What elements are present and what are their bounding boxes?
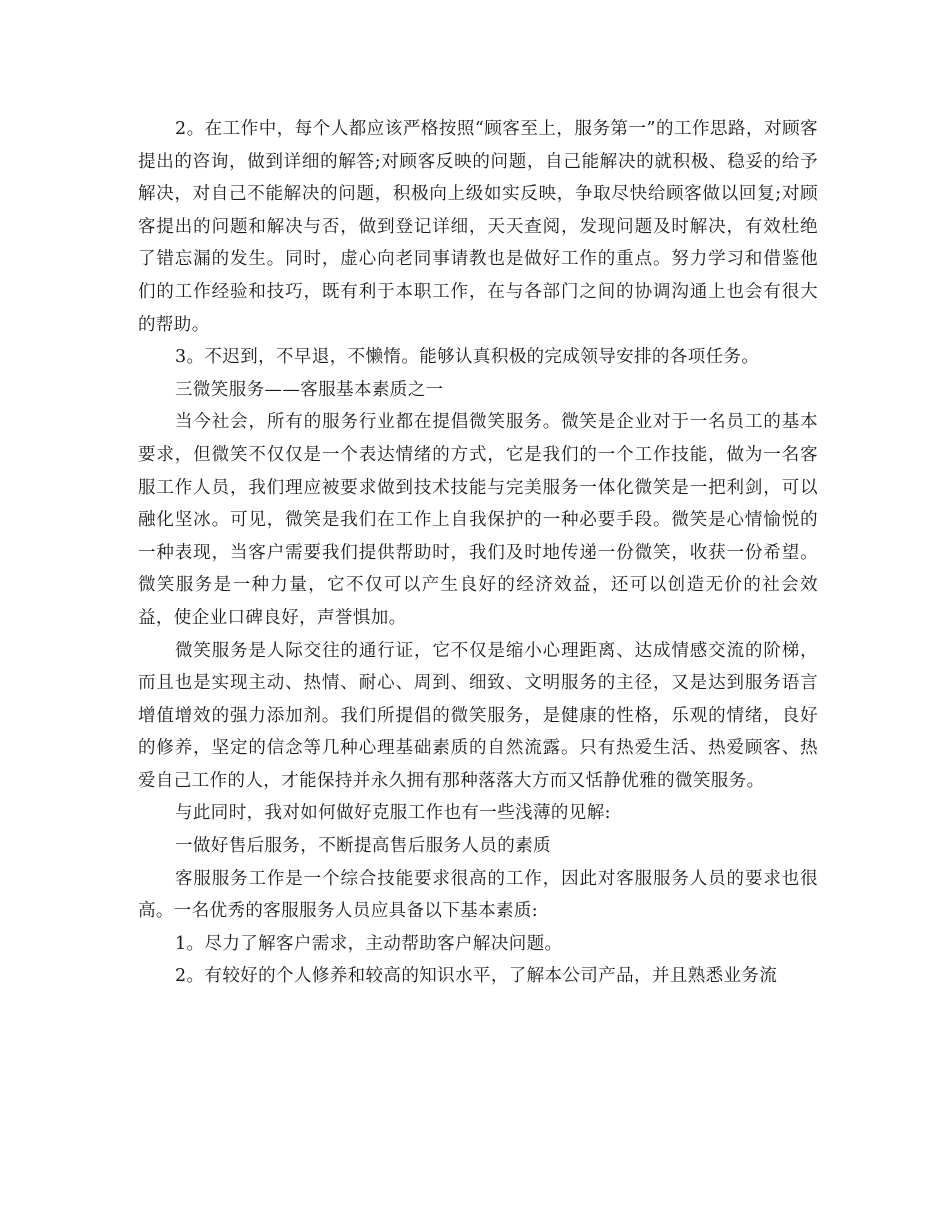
- section-heading-after-sales: 一做好售后服务，不断提高售后服务人员的素质: [175, 836, 551, 857]
- paragraph-smile-passport: 微笑服务是人际交往的通行证，它不仅是缩小心理距离、达成情感交流的阶梯，而且也是实现主动、热情、耐心、周到、细致、文明服务的主径，又是达到服务语言增值增效的强力添加剂。我们所提倡的微笑服务，是健康的性格，乐观的情绪，良好的修养，坚定的信念等几种心理基础素质的自然流露。只有热爱生活、热爱顾客、热爱自己工作的人，才能保持并永久拥有那种落落大方而又恬静优雅的微笑服务。: [138, 640, 818, 791]
- paragraph-meanwhile: 与此同时，我对如何做好克服工作也有一些浅薄的见解:: [175, 803, 611, 824]
- paragraph-work-attitude: 2。在工作中，每个人都应该严格按照“顾客至上，服务第一”的工作思路，对顾客提出的咨询，做到详细的解答;对顾客反映的问题，自己能解决的就积极、稳妥的给予解决，对自己不能解决的问题，积极向上级如实反映，争取尽快给顾客做以回复;对顾客提出的问题和解决与否，做到登记详细，天天查阅，发现问题及时解决，有效杜绝了错忘漏的发生。同时，虚心向老同事请教也是做好工作的重点。努力学习和借鉴他们的工作经验和技巧，既有利于本职工作，在与各部门之间的协调沟通上也会有很大的帮助。: [138, 119, 818, 335]
- paragraph-customer-service-skills: 客服服务工作是一个综合技能要求很高的工作，因此对客服服务人员的要求也很高。一名优秀的客服服务人员应具备以下基本素质:: [138, 868, 818, 922]
- paragraph-smile-society: 当今社会，所有的服务行业都在提倡微笑服务。微笑是企业对于一名员工的基本要求，但微笑不仅仅是一个表达情绪的方式，它是我们的一个工作技能，做为一名客服工作人员，我们理应被要求做到技术技能与完美服务一体化微笑是一把利剑，可以融化坚冰。可见，微笑是我们在工作上自我保护的一种必要手段。微笑是心情愉悦的一种表现，当客户需要我们提供帮助时，我们及时地传递一份微笑，收获一份希望。微笑服务是一种力量，它不仅可以产生良好的经济效益，还可以创造无价的社会效益，使企业口碑良好，声誉惧加。: [138, 412, 818, 628]
- paragraph-punctuality: 3。不迟到，不早退，不懒惰。能够认真积极的完成领导安排的各项任务。: [175, 347, 760, 368]
- section-heading-smile-service: 三微笑服务——客服基本素质之一: [175, 379, 444, 400]
- document-body: [138, 113, 818, 993]
- list-item-understand-needs: 1。尽力了解客户需求，主动帮助客户解决问题。: [175, 933, 563, 954]
- list-item-personal-cultivation: 2。有较好的个人修养和较高的知识水平，了解本公司产品，并且熟悉业务流: [175, 966, 778, 987]
